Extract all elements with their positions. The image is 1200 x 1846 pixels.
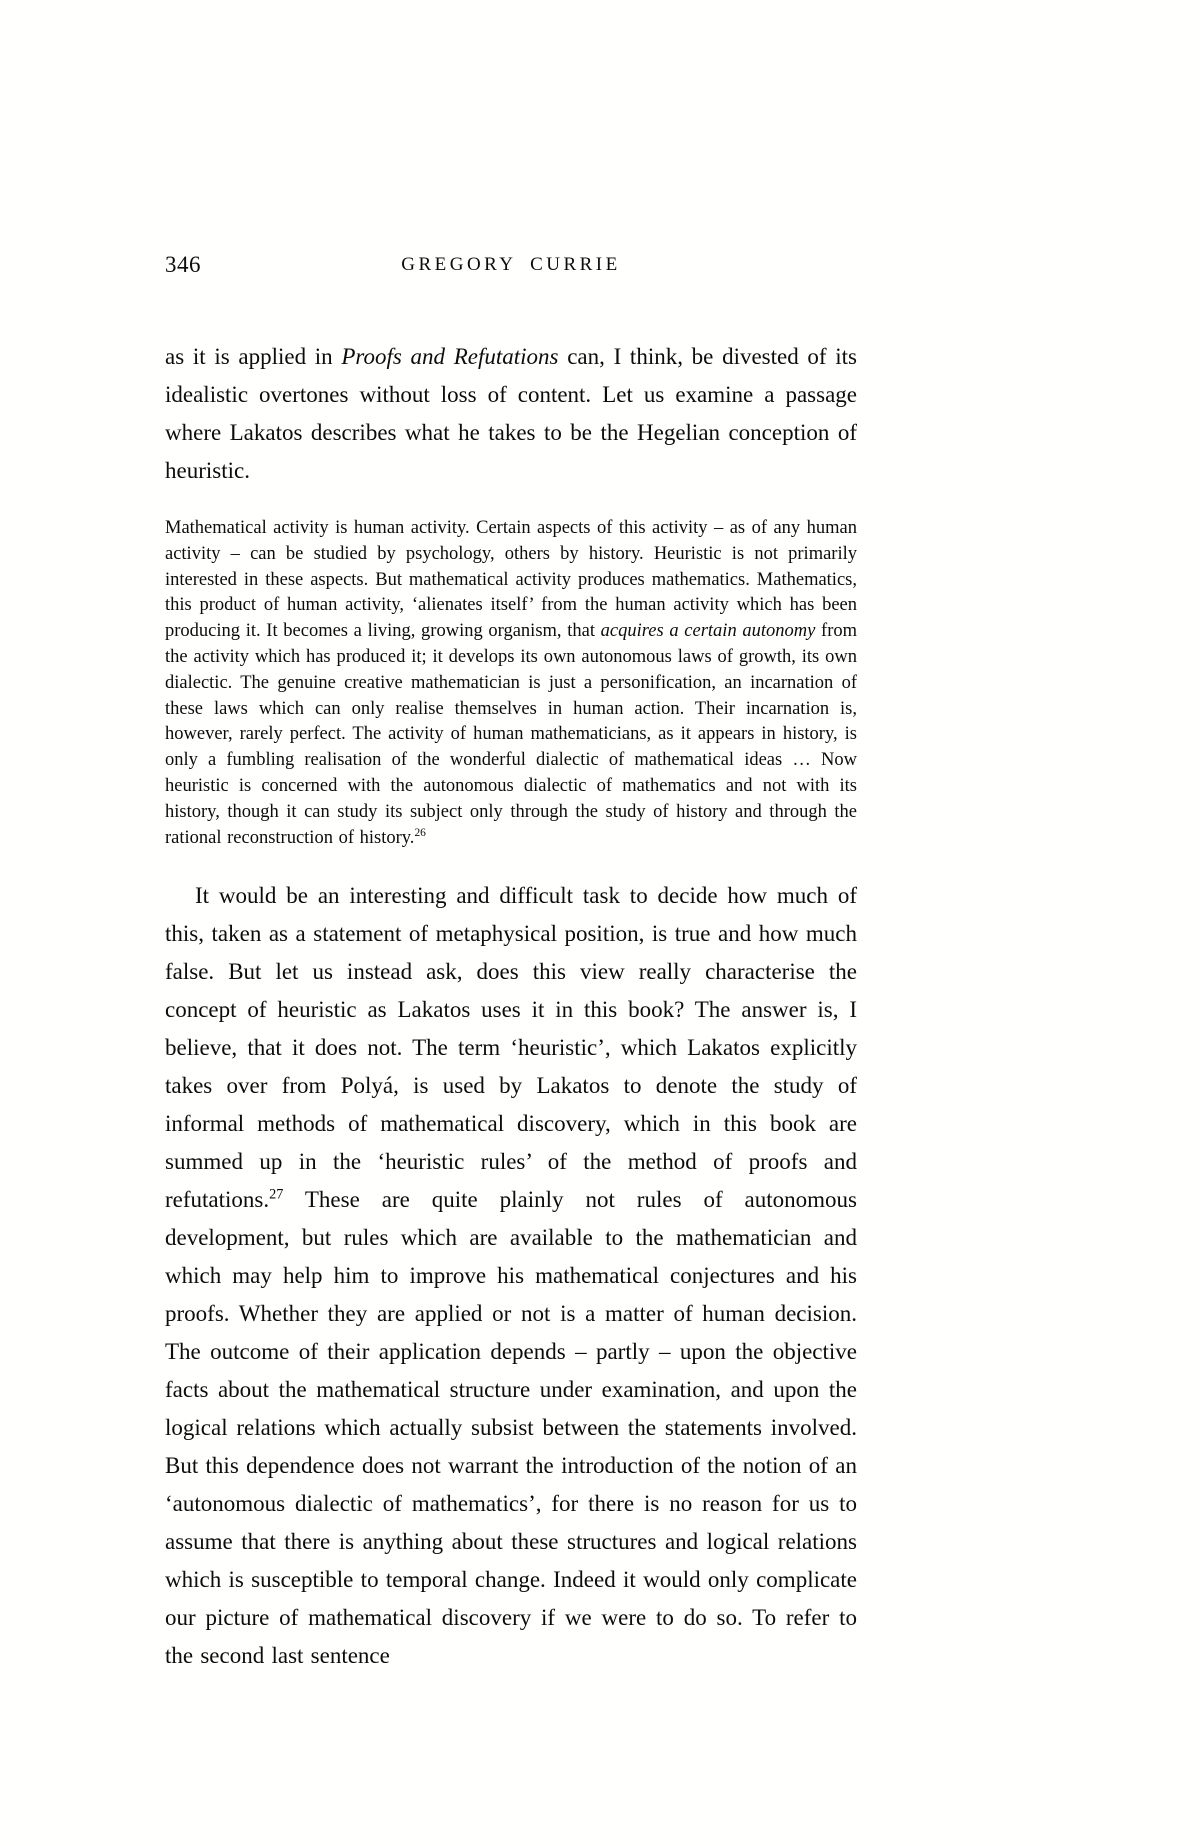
running-head-author: GREGORY CURRIE <box>401 254 621 275</box>
text-column <box>165 252 857 1675</box>
page-number: 346 <box>165 252 201 277</box>
paragraph-main: It would be an interesting and difficult task to decide how much of this, taken as a statement of metaphysical position, is true and how much false. But let us instead ask, does this view really characterise the concept of heuristic as Lakatos uses it in this book? The answer is, I believe, that it does not. The term ‘heuristic’, which Lakatos explicitly takes over from Polyá, is used by Lakatos to denote the study of informal methods of mathematical discovery, which in this book are summed up in the ‘heuristic rules’ of the method of proofs and refutations.$^{27}$ These are quite plainly not rules of autonomous development, but rules which are available to the mathematician and which may help him to improve his mathematical conjectures and his proofs. Whether they are applied or not is a matter of human decision. The outcome of their application depends – partly – upon the objective facts about the mathematical structure under examination, and upon the logical relations which actually subsist between the statements involved. But this dependence does not warrant the introduction of the notion of an ‘autonomous dialectic of mathematics’, for there is no reason for us to assume that there is anything about these structures and logical relations which is susceptible to temporal change. Indeed it would only complicate our picture of mathematical discovery if we were to do so. To refer to the second last sentence <box>165 883 857 1669</box>
paragraph-intro: as it is applied in Proofs and Refutations can, I think, be divested of its idealistic overtones without loss of content. Let us examine a passage where Lakatos describes what he takes to be the Hegelian conception of heuristic. <box>165 344 857 483</box>
running-header <box>165 252 857 282</box>
block-quote-lakatos: Mathematical activity is human activity. Certain aspects of this activity – as of any human activity – can be studied by psychology, others by history. Heuristic is not primarily interested in these aspects. But mathematical activity produces mathematics. Mathematics, this product of human activity, ‘alienates itself’ from the human activity which has been producing it. It becomes a living, growing organism, that acquires a certain autonomy from the activity which has produced it; it develops its own autonomous laws of growth, its own dialectic. The genuine creative mathematician is just a personification, an incarnation of these laws which can only realise themselves in human action. Their incarnation is, however, rarely perfect. The activity of human mathematicians, as it appears in history, is only a fumbling realisation of the wonderful dialectic of mathematical ideas … Now heuristic is concerned with the autonomous dialectic of mathematics and not with its history, though it can study its subject only through the study of history and through the rational reconstruction of history.$^{26}$ <box>165 518 858 848</box>
